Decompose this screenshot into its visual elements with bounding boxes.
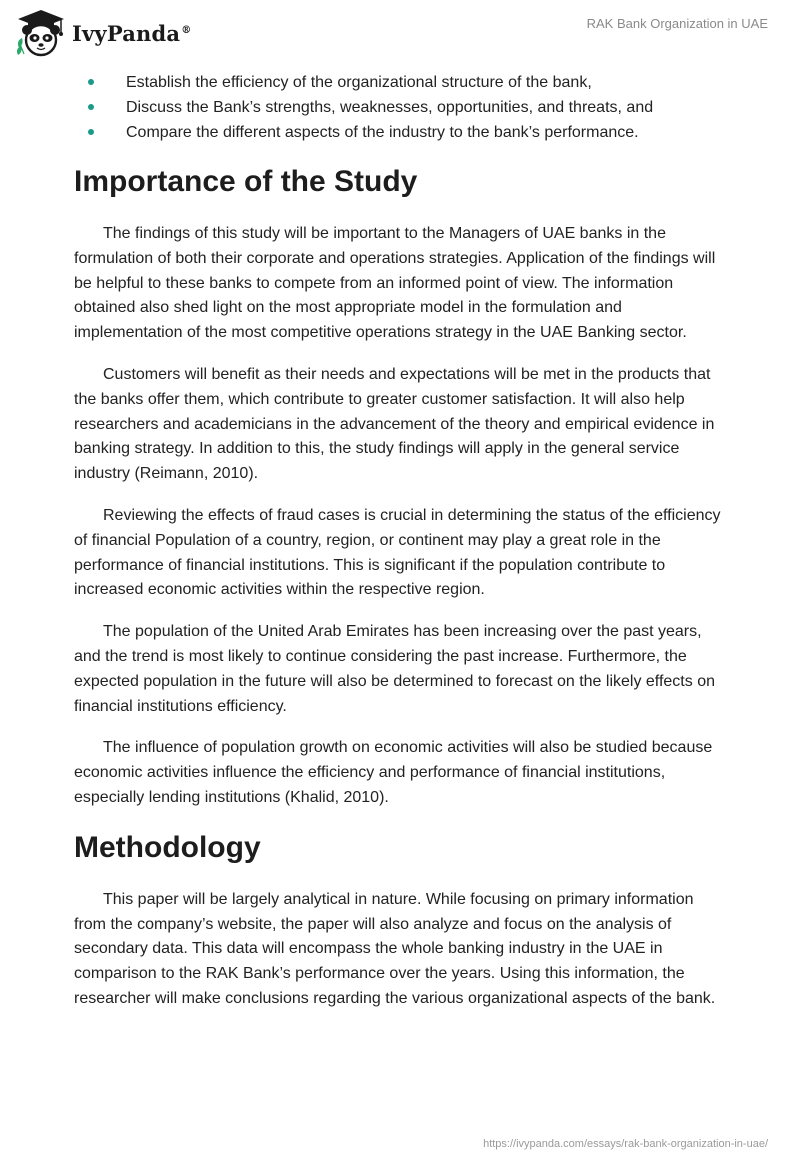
paragraph: This paper will be largely analytical in nature. While focusing on primary information from the company’s website, the paper will also analyze and focus on the analysis of secondary data. This data will encompass the whole banking industry in the UAE in comparison to the RAK Bank’s performance over the years. Using this information, the researcher will make conclusions regarding the various organizational aspects of the bank.: [74, 890, 716, 1007]
brand-name: IvyPanda®: [72, 20, 192, 46]
bullet-icon: [88, 79, 94, 85]
paragraph: The findings of this study will be important to the Managers of UAE banks in the formulation of both their corporate and operations strategies. Application of the findings will be helpful to these banks to compete from an informed point of view. The information obtained also shed light on the most appropriate model in the formulation and implementation of the most competitive operations strategy in the UAE Banking sector.: [74, 225, 716, 342]
source-url-link[interactable]: https://ivypanda.com/essays/rak-bank-organization-in-uae/: [483, 1138, 768, 1150]
objectives-list: [74, 70, 724, 145]
paragraph: The influence of population growth on economic activities will also be studied because economic activities influence the efficiency and performance of financial institutions, especially lending institutions (Khalid, 2010).: [74, 739, 713, 806]
bullet-icon: [88, 104, 94, 110]
list-item: Discuss the Bank’s strengths, weaknesses, opportunities, and threats, and: [74, 95, 724, 120]
panda-graduate-icon: [14, 8, 68, 58]
paragraph: Customers will benefit as their needs and expectations will be met in the products that the banks offer them, which contribute to greater customer satisfaction. It will also help researchers and academicians in the advancement of the theory and empirical evidence in banking strategy. In addition to this, the study findings will apply in the general service industry (Reimann, 2010).: [74, 365, 715, 483]
list-item: Compare the different aspects of the industry to the bank’s performance.: [74, 120, 724, 145]
paragraph: Reviewing the effects of fraud cases is crucial in determining the status of the efficiency of financial Population of a country, region, or continent may play a great role in the performance of financial institutions. This is significant if the population contribute to increased economic activities within the respective region.: [74, 506, 721, 599]
document-title: RAK Bank Organization in UAE: [586, 16, 768, 31]
section-heading-importance: Importance of the Study: [74, 165, 418, 198]
list-item: Establish the efficiency of the organizational structure of the bank,: [74, 70, 724, 95]
registered-mark: ®: [181, 24, 192, 36]
article-body: [74, 70, 724, 1029]
paragraph: The population of the United Arab Emirates has been increasing over the past years, and the trend is most likely to continue considering the past increase. Furthermore, the expected population in the future will also be determined to forecast on the likely effects on financial institutions efficiency.: [74, 623, 715, 715]
ivypanda-logo[interactable]: [14, 8, 191, 58]
bullet-icon: [88, 129, 94, 135]
page-header: [0, 0, 800, 66]
section-heading-methodology: Methodology: [74, 830, 261, 864]
